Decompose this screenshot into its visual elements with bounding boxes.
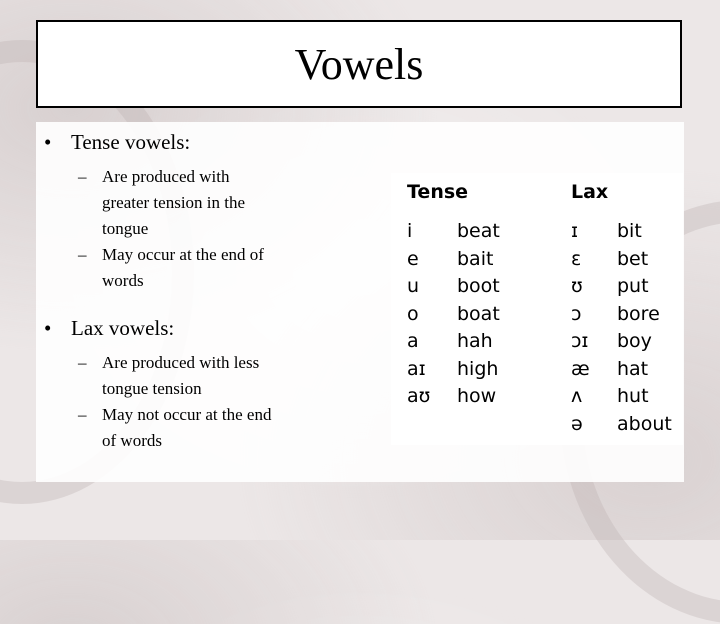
sub-bullet — [44, 164, 344, 242]
lax-vowel-symbol: ə — [571, 412, 583, 435]
lax-vowel-symbol: ʌ — [571, 385, 583, 407]
sub-bullet-line: greater tension in the — [102, 193, 246, 212]
lax-word-column — [617, 218, 672, 438]
tense-example-word: hah — [457, 330, 493, 352]
tense-word-column — [457, 218, 500, 411]
lax-example-word: hat — [617, 357, 649, 380]
sub-bullet — [44, 242, 344, 294]
sub-bullet-dash: – — [78, 353, 87, 372]
bullet-dot: • — [44, 316, 52, 340]
bullet-tense — [44, 130, 344, 154]
lax-vowel-symbol: ʊ — [571, 275, 583, 297]
tense-example-word: beat — [457, 220, 500, 242]
sub-bullet-dash: – — [78, 167, 87, 186]
lax-vowel-symbol: ɔɪ — [571, 330, 589, 352]
lax-vowel-symbol: ɔ — [571, 302, 582, 325]
lax-symbol-column — [571, 218, 590, 438]
sub-bullet-line: May not occur at the end — [102, 405, 272, 424]
sub-bullet — [44, 350, 344, 402]
lax-example-word: bore — [617, 302, 660, 325]
tense-example-word: boot — [457, 275, 500, 297]
sub-bullet-line: May occur at the end of — [102, 245, 264, 264]
sub-bullet-line: tongue — [102, 219, 149, 238]
lax-vowel-symbol: ɛ — [571, 247, 582, 270]
bullet-heading-rest: vowels: — [119, 130, 191, 154]
tense-vowel-symbol: e — [407, 247, 419, 270]
bullet-heading-bold: Lax — [71, 316, 104, 340]
tense-symbol-column — [407, 218, 430, 411]
lax-header: Lax — [571, 181, 609, 203]
sub-bullet — [44, 402, 344, 454]
tense-header: Tense — [407, 181, 469, 203]
lax-example-word: put — [617, 275, 649, 297]
bullet-dot: • — [44, 130, 52, 154]
tense-vowel-symbol: aɪ — [407, 357, 426, 380]
lax-example-word: hut — [617, 385, 649, 407]
tense-example-word: high — [457, 357, 499, 380]
sub-bullet-line: tongue tension — [102, 379, 202, 398]
lax-example-word: boy — [617, 330, 652, 352]
vowel-table — [391, 173, 683, 445]
lax-example-word: bet — [617, 247, 649, 270]
tense-vowel-symbol: aʊ — [407, 385, 431, 407]
sub-bullet-line: Are produced with less — [102, 353, 260, 372]
tense-example-word: bait — [457, 247, 494, 270]
lax-example-word: about — [617, 412, 672, 435]
tense-vowel-symbol: i — [407, 220, 413, 242]
title-box — [36, 20, 682, 108]
bullet-list — [44, 130, 344, 454]
lax-vowel-symbol: æ — [571, 357, 590, 380]
sub-bullet-dash: – — [78, 245, 87, 264]
tense-vowel-symbol: a — [407, 330, 419, 352]
tense-example-word: boat — [457, 302, 500, 325]
sub-bullet-dash: – — [78, 405, 87, 424]
bullet-heading-bold: Tense — [71, 130, 120, 154]
sub-bullet-line: of words — [102, 431, 162, 450]
sub-bullet-line: words — [102, 271, 144, 290]
lax-example-word: bit — [617, 220, 642, 242]
sub-bullet-line: Are produced with — [102, 167, 230, 186]
tense-vowel-symbol: u — [407, 275, 420, 297]
bullet-heading-rest: vowels: — [103, 316, 175, 340]
bullet-lax — [44, 316, 344, 340]
lax-vowel-symbol: ɪ — [571, 220, 579, 242]
tense-example-word: how — [457, 385, 497, 407]
slide-title: Vowels — [294, 39, 424, 89]
tense-vowel-symbol: o — [407, 302, 419, 325]
